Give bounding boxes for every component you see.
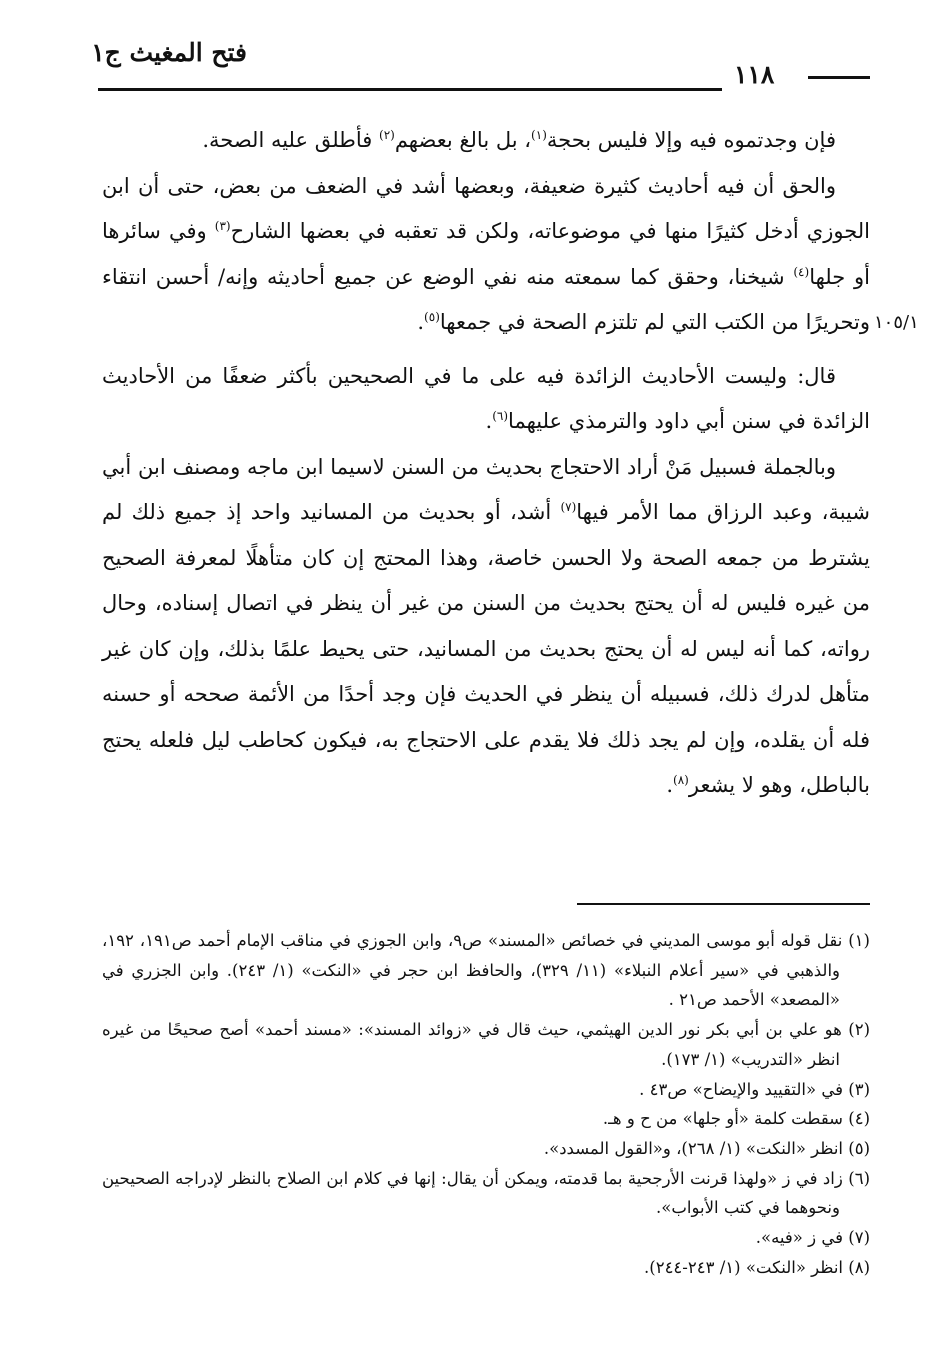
footnote-ref: (٢) [379, 128, 395, 142]
page-number: ١١٨ [734, 60, 775, 89]
text-run: وفي سائرها أو جلها [102, 219, 870, 289]
text-run: . [417, 310, 425, 334]
footnote: (٣) في «التقييد والإيضاح» ص٤٣ . [639, 1079, 870, 1099]
paragraph [102, 354, 870, 445]
footnote: (٥) انظر «النكت» (١/ ٢٦٨)، و«القول المسدد». [543, 1138, 870, 1158]
margin-page-reference: ١٠٥/١ [874, 312, 919, 333]
text-run: فإن وجدتموه فيه وإلا فليس بحجة [546, 128, 836, 152]
text-run: قال: وليست الأحاديث الزائدة فيه على ما في الصحيحين بأكثر ضعفًا من الأحاديث الزائدة في سنن أبي داود والترمذي عليهما [102, 363, 870, 433]
text-run: وبالجملة فسبيل مَنْ أراد الاحتجاج بحديث من السنن لاسيما ابن ماجه ومصنف ابن أبي شيبة، وعبد الرزاق مما الأمر فيها [102, 454, 870, 524]
text-run: والحق أن فيه أحاديث كثيرة ضعيفة، وبعضها أشد في الضعف من بعض، حتى أن ابن الجوزي أدخل كثيرًا منها في موضوعاته، ولكن قد تعقبه في بعضها الشارح [102, 173, 870, 243]
footnote-ref: (٨) [673, 773, 689, 787]
text-run: ، بل بالغ بعضهم [394, 128, 532, 152]
footnote: (٦) زاد في ز «ولهذا قرنت الأرجحية بما قدمته، ويمكن أن يقال: إنها في كلام ابن الصلاح بالنظر لإدراجه الصحيحين ونحوهما في كتب الأبواب». [102, 1168, 870, 1218]
footnote-ref: (٣) [214, 219, 231, 233]
running-title: فتح المغيث ج١ [91, 38, 247, 67]
main-text [102, 118, 870, 809]
header-rule [98, 88, 722, 91]
footnote-ref: (٤) [793, 264, 810, 279]
footnote: (١) نقل قوله أبو موسى المديني في خصائص «المسند» ص٩، وابن الجوزي في مناقب الإمام أحمد ص١٩١، ١٩٢، والذهبي في «سير أعلام النبلاء» (١١/ ٣٢٩)، والحافظ ابن حجر في «النكت» (١/ ٢٤٣). وابن الجزري في «المصعد» الأحمد ص٢١ . [102, 931, 870, 1010]
text-run: شيخنا، وحقق كما سمعته منه نفي الوضع عن جميع أحاديثه وإنه/ أحسن انتقاء وتحريرًا من الكتب التي لم تلتزم الصحة في جمعها [102, 264, 870, 334]
footnote-ref: (٧) [560, 500, 577, 514]
paragraph [102, 164, 870, 346]
page-number-rule [808, 76, 870, 79]
footnotes [102, 926, 870, 1282]
footnote-ref: (١) [531, 128, 547, 142]
footnote: (٤) سقطت كلمة «أو جلها» من ح و هـ. [602, 1109, 870, 1129]
text-run: . [666, 773, 674, 797]
text-run: فأطلق عليه الصحة. [202, 128, 379, 152]
text-run: أشد، أو بحديث من المسانيد واحد إذ جميع ذلك لم يشترط من جمعه الصحة ولا الحسن خاصة، وهذا المحتج إن كان متأهلًا لمعرفة الصحيح من غيره فليس له أن يحتج بحديث من السنن من غير أن ينظر في اتصال إسناده، وحال رواته، كما أنه ليس له أن يحتج بحديث من المسانيد، حتى يحيط علمًا بذلك، وإن كان غير متأهل لدرك ذلك، فسبيله أن ينظر في الحديث فإن وجد أحدًا من الأئمة صححه أو حسنه فله أن يقلده، وإن لم يجد ذلك فلا يقدم على الاحتجاج به، فيكون كحاطب ليل فلعله يحتج بالباطل، وهو لا يشعر [102, 500, 870, 797]
footnote-separator [577, 903, 870, 905]
footnote-ref: (٦) [492, 409, 509, 423]
paragraph [102, 118, 870, 164]
footnote: (٧) في ز «فيه». [755, 1228, 870, 1248]
paragraph [102, 445, 870, 809]
footnote: (٨) انظر «النكت» (١/ ٢٤٣-٢٤٤). [644, 1257, 870, 1277]
footnote: (٢) هو علي بن أبي بكر نور الدين الهيثمي، حيث قال في «زوائد المسند»: «مسند أحمد» أصح صحيحًا من غيره انظر «التدريب» (١/ ١٧٣). [102, 1020, 870, 1069]
footnote-ref: (٥) [424, 310, 440, 324]
text-run: . [485, 409, 493, 433]
